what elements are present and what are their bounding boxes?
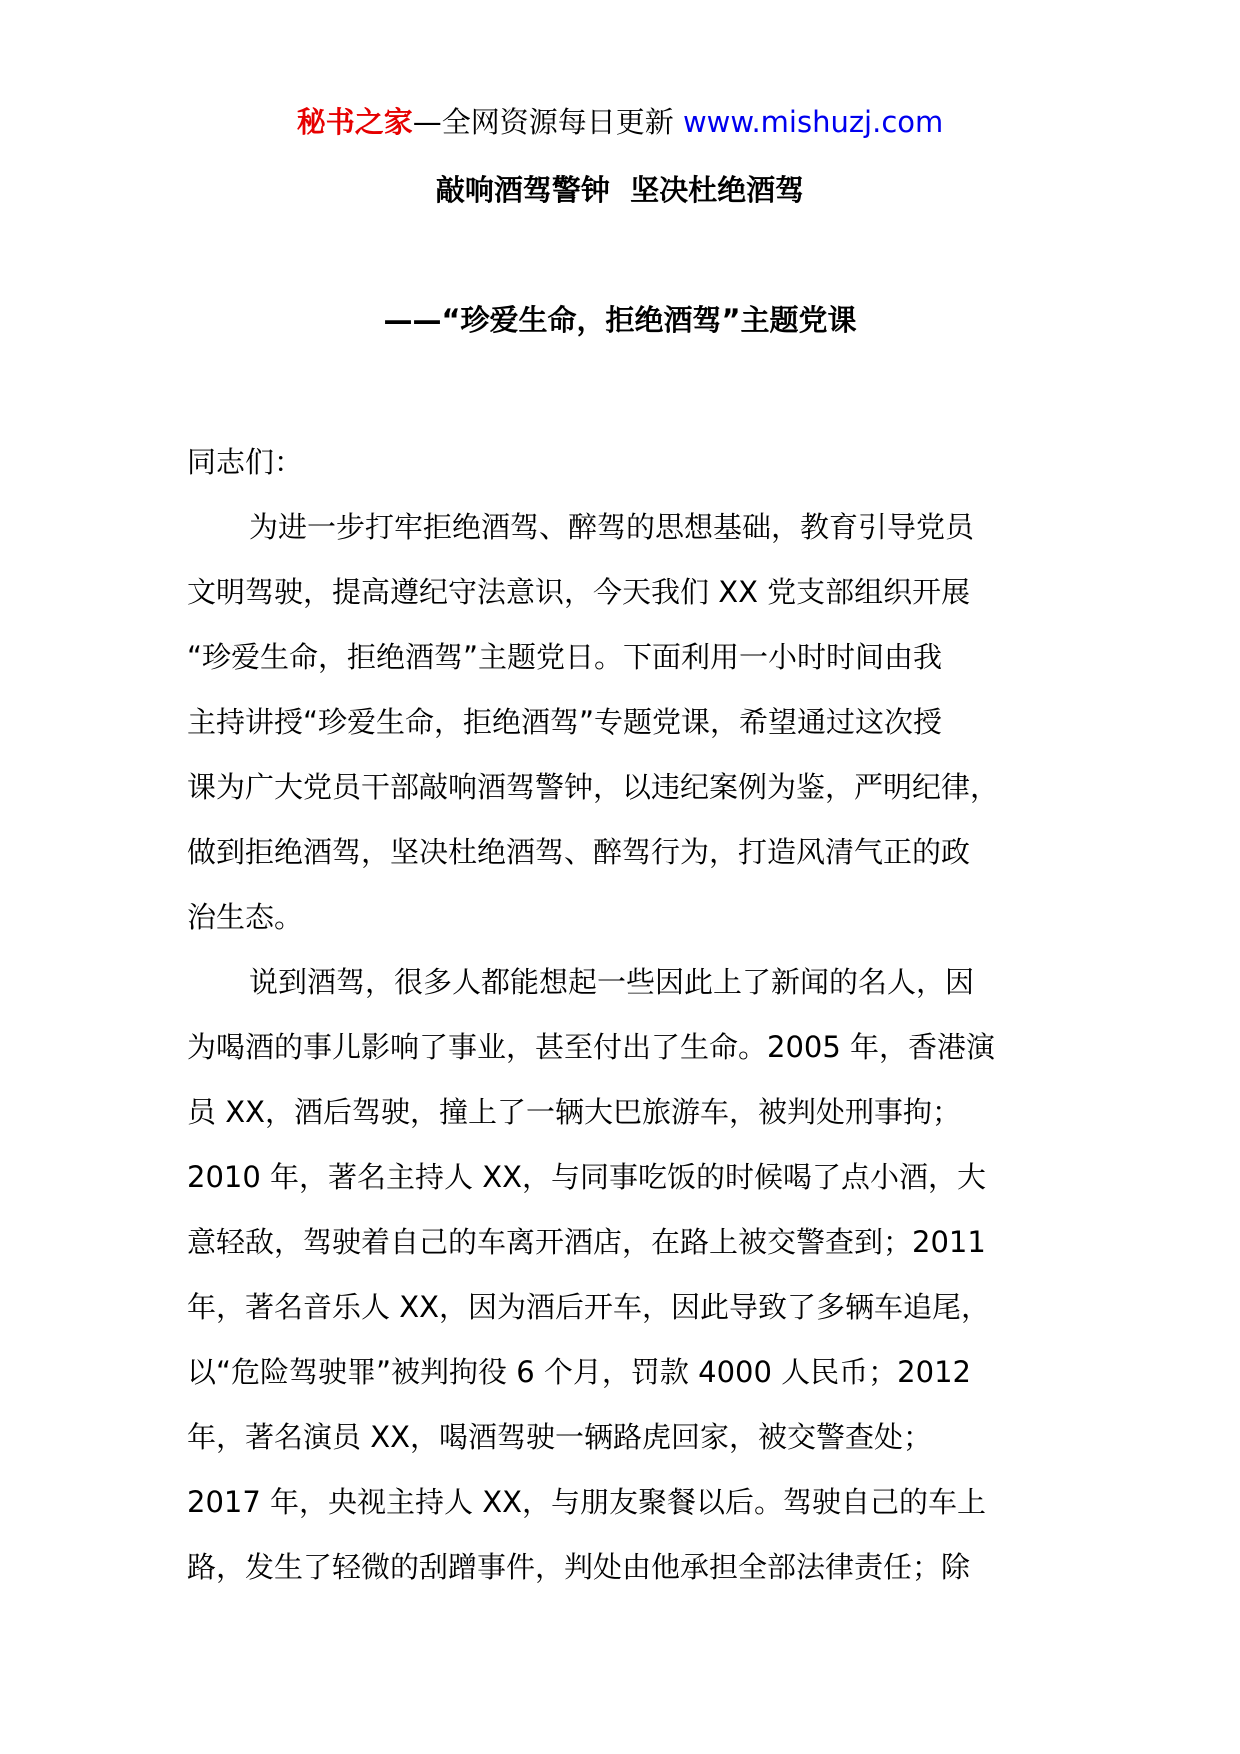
site-url-link[interactable]: www.mishuzj.com xyxy=(682,105,944,139)
body-line: 2017 年，央视主持人 XX，与朋友聚餐以后。驾驶自己的车上 xyxy=(187,1485,986,1519)
body-line: 年，著名演员 XX，喝酒驾驶一辆路虎回家，被交警查处； xyxy=(187,1420,932,1454)
body-line: 文明驾驶，提高遵纪守法意识，今天我们 XX 党支部组织开展 xyxy=(187,575,971,609)
body-line: 意轻敌，驾驶着自己的车离开酒店，在路上被交警查到；2011 xyxy=(187,1225,986,1259)
body-line: 课为广大党员干部敲响酒驾警钟，以违纪案例为鉴，严明纪律， xyxy=(187,770,1000,804)
body-line: 治生态。 xyxy=(187,900,304,934)
site-header xyxy=(0,100,1240,144)
body-line: 说到酒驾，很多人都能想起一些因此上了新闻的名人，因 xyxy=(249,965,975,999)
body-line: 为进一步打牢拒绝酒驾、醉驾的思想基础，教育引导党员 xyxy=(249,510,975,544)
document-title: 敲响酒驾警钟 坚决杜绝酒驾 xyxy=(435,173,805,207)
brand-name: 秘书之家 xyxy=(296,105,413,139)
body-line: 做到拒绝酒驾，坚决杜绝酒驾、醉驾行为，打造风清气正的政 xyxy=(187,835,971,869)
body-line: 2010 年，著名主持人 XX，与同事吃饭的时候喝了点小酒，大 xyxy=(187,1160,986,1194)
document-subtitle: ——“珍爱生命，拒绝酒驾”主题党课 xyxy=(383,303,857,337)
body-line: 以“危险驾驶罪”被判拘役 6 个月，罚款 4000 人民币；2012 xyxy=(187,1355,971,1389)
body-line: 年，著名音乐人 XX，因为酒后开车，因此导致了多辆车追尾， xyxy=(187,1290,990,1324)
salutation: 同志们： xyxy=(187,445,304,479)
header-tagline: —全网资源每日更新 xyxy=(412,105,674,139)
body-line: 主持讲授“珍爱生命，拒绝酒驾”专题党课，希望通过这次授 xyxy=(187,705,943,739)
body-line: 员 XX，酒后驾驶，撞上了一辆大巴旅游车，被判处刑事拘； xyxy=(187,1095,961,1129)
body-line: 为喝酒的事儿影响了事业，甚至付出了生命。2005 年，香港演 xyxy=(187,1030,996,1064)
body-line: 路，发生了轻微的刮蹭事件，判处由他承担全部法律责任；除 xyxy=(187,1550,971,1584)
body-line: “珍爱生命，拒绝酒驾”主题党日。下面利用一小时时间由我 xyxy=(187,640,943,674)
document-body xyxy=(187,430,1067,1600)
